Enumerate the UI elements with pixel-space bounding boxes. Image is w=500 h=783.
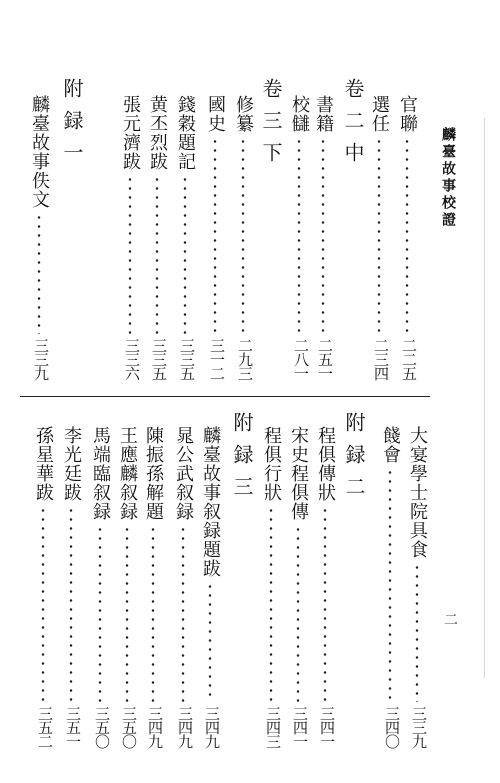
dot-leader [398,137,416,334]
toc-entry-page-number: 二三四 [372,338,390,380]
dot-leader [381,468,399,702]
dot-leader [290,137,308,334]
toc-entry-title: 馬端臨叙録 [90,426,111,521]
section-divider [20,396,430,397]
toc-entry [234,95,252,380]
section-heading [232,412,252,508]
toc-entry-page-number: 三五二 [36,706,54,748]
dot-leader [174,525,192,702]
toc-entry-title: 李光廷跋 [61,426,82,502]
toc-entry [408,426,426,748]
dot-leader [316,506,334,702]
dot-leader [234,137,252,334]
toc-entry [174,426,192,748]
dot-leader [262,506,280,702]
toc-entry-title: 黄丕烈跋 [147,95,168,171]
toc-entry [91,426,109,748]
toc-entry [118,426,136,748]
toc-entry-title: 程俱傳狀 [315,426,336,502]
dot-leader [144,525,162,702]
toc-entry-page-number: 三三九 [32,338,50,380]
toc-entry [314,95,332,380]
toc-entry [206,95,224,380]
toc-entry-title: 張元濟跋 [120,95,141,171]
toc-entry [144,426,162,748]
toc-entry [30,95,48,380]
dot-leader [289,525,307,702]
toc-entry [289,426,307,748]
dot-leader [176,175,194,334]
toc-entry-page-number: 三四九 [176,706,194,748]
dot-leader [206,137,224,334]
toc-entry-page-number: 三四九 [203,706,221,748]
section-heading-text: 卷三下 [259,78,283,174]
toc-entry-page-number: 三三六 [123,338,141,380]
toc-entry [34,426,52,748]
toc-entry-title: 官聯 [397,95,418,133]
section-heading-text: 附録三 [230,412,254,508]
toc-entry-page-number: 三四九 [146,706,164,748]
section-heading [344,412,364,508]
toc-entry [316,426,334,748]
toc-entry-title: 校讎 [289,95,310,133]
toc-entry-page-number: 三五〇 [93,706,111,748]
toc-entry [201,426,219,748]
dot-leader [201,582,219,702]
toc-entry-page-number: 二九三 [236,338,254,380]
toc-entry [121,95,139,380]
toc-entry-title: 書籍 [313,95,334,133]
toc-entry-title: 晁公武叙録 [173,426,194,521]
toc-entry [398,95,416,380]
toc-entry-page-number: 二二五 [400,338,418,380]
toc-entry-page-number: 三四一 [291,706,309,748]
toc-entry-page-number: 三五一 [64,706,82,748]
toc-entry-page-number: 三五〇 [120,706,138,748]
dot-leader [118,525,136,702]
page-edge-line [484,118,485,678]
toc-entry-title: 餞會 [380,426,401,464]
toc-entry-title: 宋史程俱傳 [288,426,309,521]
dot-leader [30,213,48,334]
toc-entry [148,95,166,380]
section-heading-text: 附録二 [342,412,366,508]
toc-entry-page-number: 三四〇 [383,706,401,748]
toc-entry-title: 麟臺故事叙録題跋 [200,426,221,578]
toc-entry-title: 麟臺故事佚文 [29,95,50,209]
toc-entry [176,95,194,380]
dot-leader [314,137,332,334]
dot-leader [408,563,426,702]
toc-entry-page-number: 二八一 [292,338,310,380]
section-heading [343,78,363,174]
dot-leader [370,137,388,334]
toc-entry [370,95,388,380]
toc-entry-page-number: 三一二 [208,338,226,380]
toc-entry-page-number: 三三五 [178,338,196,380]
toc-entry-title: 陳振孫解題 [143,426,164,521]
dot-leader [121,175,139,334]
toc-entry-title: 王應麟叙録 [117,426,138,521]
toc-entry-page-number: 三四一 [318,706,336,748]
toc-entry-title: 大宴學士院具食 [407,426,428,559]
toc-entry [290,95,308,380]
toc-entry-page-number: 三三九 [410,706,428,748]
toc-entry-title: 孫星華跋 [33,426,54,502]
toc-entry-page-number: 二五一 [316,338,334,380]
toc-entry [381,426,399,748]
running-header-title: 麟臺故事校證 [440,127,456,229]
toc-entry [262,426,280,748]
toc-entry-title: 程俱行狀 [261,426,282,502]
section-heading [62,78,82,174]
toc-entry-page-number: 三四三 [264,706,282,748]
toc-entry-page-number: 三三五 [150,338,168,380]
section-heading-text: 卷二中 [341,78,365,174]
section-heading [261,78,281,174]
dot-leader [34,506,52,702]
toc-entry-title: 國史 [205,95,226,133]
toc-entry [62,426,80,748]
page-number: 二 [442,612,458,626]
toc-entry-title: 錢穀題記 [175,95,196,171]
dot-leader [91,525,109,702]
toc-entry-title: 修纂 [233,95,254,133]
dot-leader [62,506,80,702]
dot-leader [148,175,166,334]
section-heading-text: 附録一 [60,78,84,174]
toc-entry-title: 選任 [369,95,390,133]
